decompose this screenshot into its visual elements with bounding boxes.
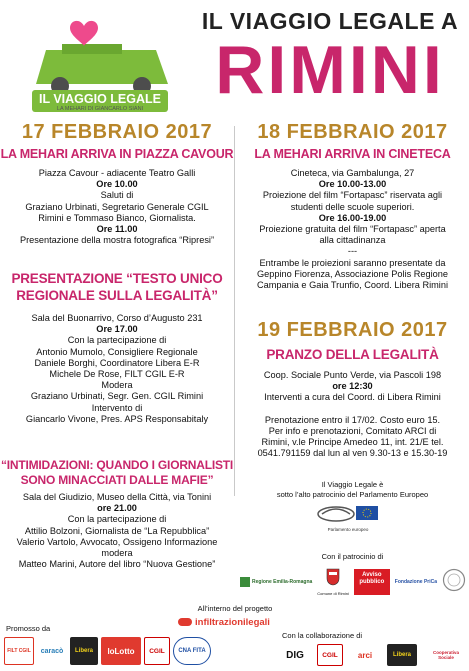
event-text-line: Graziano Urbinati, Segretario Generale CGIL: [25, 201, 209, 212]
day2-details: [236, 168, 469, 291]
day3-subtitle: PRANZO DELLA LEGALITÀ: [266, 347, 439, 362]
event-text-line: Entrambe le proiezioni saranno presentate da: [259, 257, 446, 268]
seal-icon: [442, 568, 466, 592]
eu-parliament-logo: [316, 502, 380, 530]
event-text-line: Cineteca, via Gambalunga, 27: [290, 168, 415, 178]
event-text-line: Con la partecipazione di: [67, 514, 167, 525]
event-text-line: Proiezione del film “Fortapasc” riservata agli: [262, 190, 443, 201]
day1-details: [0, 168, 234, 246]
caraco-logo: caracò: [40, 647, 64, 655]
event-text-line: studenti delle scuole superiori.: [290, 201, 415, 212]
event-text-line: Sala del Giudizio, Museo della Città, via Tonini: [22, 492, 212, 502]
logo-subtitle: LA MEHARI DI GIANCARLO SIANI: [56, 106, 144, 112]
libera-rimini-logo: Libera: [387, 644, 417, 666]
day1-date: 17 FEBBRAIO 2017: [21, 121, 213, 143]
event-text-line: Piazza Cavour - adiacente Teatro Galli: [38, 168, 196, 178]
patronage-line1: Il Viaggio Legale è: [321, 480, 384, 489]
filt-cgil-logo: FILT CGIL: [4, 637, 34, 665]
event-text-line: Attilio Bolzoni, Giornalista de “La Repubblica”: [24, 525, 210, 536]
event-time: Ore 11.00: [96, 224, 138, 235]
eu-parliament-label: Parlamento europeo: [327, 527, 369, 532]
event-text-line: Campania e Gaia Trunfio, Coord. Libera Rimini: [257, 280, 448, 291]
event-time: Ore 10.00: [96, 179, 138, 190]
event-text-line: Modera: [101, 380, 133, 391]
event-text-line: ---: [347, 246, 358, 257]
day2-subtitle: LA MEHARI ARRIVA IN CINETECA: [254, 147, 451, 161]
collaborator-logos: [282, 642, 466, 668]
event-text-line: Prenotazione entro il 17/02. Costo euro 15.: [264, 414, 441, 425]
event-text-line: Coop. Sociale Punto Verde, via Pascoli 198: [263, 370, 442, 380]
dig-logo: DIG: [286, 649, 304, 661]
event-text-line: Presentazione della mostra fotografica “Ripresi”: [19, 235, 215, 246]
event-text-line: Antonio Mumolo, Consigliere Regionale: [36, 346, 198, 357]
rimini-crest-icon: [326, 568, 340, 586]
intimidazioni-title-line2: SONO MINACCIATI DALLE MAFIE”: [20, 473, 214, 487]
patronage-line2: sotto l’alto patrocinio del Parlamento Europeo: [276, 490, 429, 499]
infiltrazioni-icon: [178, 616, 192, 628]
day2-date: 18 FEBBRAIO 2017: [257, 121, 448, 143]
infiltrazioni-legali-logo: infiltrazionilegali: [178, 615, 298, 629]
event-text-line: Con la partecipazione di: [67, 335, 167, 346]
intimidazioni-title-line1: “INTIMIDAZIONI: QUANDO I GIORNALISTI: [0, 458, 234, 472]
event-text-line: Matteo Marini, Autore del libro “Nuova Gestione”: [18, 559, 216, 570]
day1-subtitle: LA MEHARI ARRIVA IN PIAZZA CAVOUR: [0, 147, 234, 161]
promosso-da-label: Promosso da: [6, 624, 51, 633]
event-text-line: Intervento di: [91, 402, 143, 413]
all-interno-label: All’interno del progetto: [197, 604, 273, 613]
event-time: Ore 17.00: [96, 324, 138, 335]
cgil-logo: CGIL: [144, 637, 170, 665]
promoter-logos: [4, 636, 226, 666]
event-text-line: Graziano Urbinati, Segr. Gen. CGIL Rimini: [30, 391, 204, 402]
intimidazioni-details: [0, 492, 234, 570]
event-text-line: Proiezione gratuita del film “Fortapasc” aperta: [259, 224, 446, 235]
event-text-line: Per info e prenotazioni, Comitato ARCI di: [268, 425, 437, 436]
event-text-line: Interventi a cura del Coord. di Libera Rimini: [264, 392, 441, 403]
cna-fita-logo: CNA FITA: [173, 637, 211, 665]
presentation-title-line2: REGIONALE SULLA LEGALITÀ”: [16, 288, 218, 303]
arci-logo: arci: [357, 650, 373, 660]
event-text-line: alla cittadinanza: [319, 235, 386, 246]
event-time: Ore 10.00-13.00: [318, 179, 387, 190]
regione-emilia-romagna-logo: Regione Emilia-Romagna: [240, 577, 312, 587]
event-text-line: Rimini, v.le Principe Amedeo 11, int. 21/E tel.: [261, 437, 444, 448]
event-text-line: [236, 404, 469, 415]
collaborazione-label: Con la collaborazione di: [282, 631, 363, 640]
column-divider: [234, 126, 235, 496]
avviso-pubblico-logo: Avviso pubblico: [354, 569, 390, 595]
libera-logo: Libera: [70, 637, 98, 665]
presentation-details: [0, 313, 234, 425]
logo-title: IL VIAGGIO LEGALE: [38, 92, 161, 106]
cgil-rimini-logo: CGIL: [317, 644, 343, 666]
event-text-line: Giancarlo Vivone, Pres. APS Responsabitaly: [25, 413, 209, 424]
patron-logos: [240, 566, 466, 598]
comune-di-rimini-logo: Comune di Rimini: [317, 568, 349, 596]
event-time: ore 21.00: [97, 503, 137, 514]
fondazione-prica-logo: Fondazione PriCa: [394, 579, 438, 585]
event-time: ore 12:30: [332, 381, 373, 392]
event-text-line: Valerio Vartolo, Avvocato, Ossigeno Informazione: [16, 536, 218, 547]
seal-logo: [442, 568, 466, 597]
con-patrocinio-label: Con il patrocinio di: [321, 552, 384, 561]
event-text-line: Rimini e Tommaso Bianco, Giornalista.: [38, 212, 196, 223]
city-title: RIMINI: [215, 32, 445, 108]
event-text-line: Michele De Rose, FILT CGIL E-R: [49, 369, 185, 380]
event-text-line: Geppino Fiorenza, Associazione Polis Regione: [256, 268, 448, 279]
day3-date: 19 FEBBRAIO 2017: [257, 319, 448, 341]
day3-details: [236, 370, 469, 459]
event-text-line: Daniele Borghi, Coordinatore Libera E-R: [34, 357, 200, 368]
iolotto-logo: loLotto: [101, 637, 141, 665]
presentation-title-line1: PRESENTAZIONE “TESTO UNICO: [11, 271, 223, 286]
cooperativa-sociale-logo: Cooperativa Sociale: [432, 650, 459, 660]
event-logo: [26, 14, 174, 114]
event-text-line: Saluti di: [100, 190, 134, 201]
event-text-line: Sala del Buonarrivo, Corso d’Augusto 231: [31, 313, 203, 323]
event-time: Ore 16.00-19.00: [318, 212, 387, 223]
page-title: IL VIAGGIO LEGALE A: [201, 8, 459, 34]
eu-parliament-icon: [316, 502, 380, 522]
event-text-line: 0541.791159 dal lun al ven 9.30-13 e 15.30-19: [257, 448, 448, 459]
event-text-line: modera: [101, 548, 133, 559]
